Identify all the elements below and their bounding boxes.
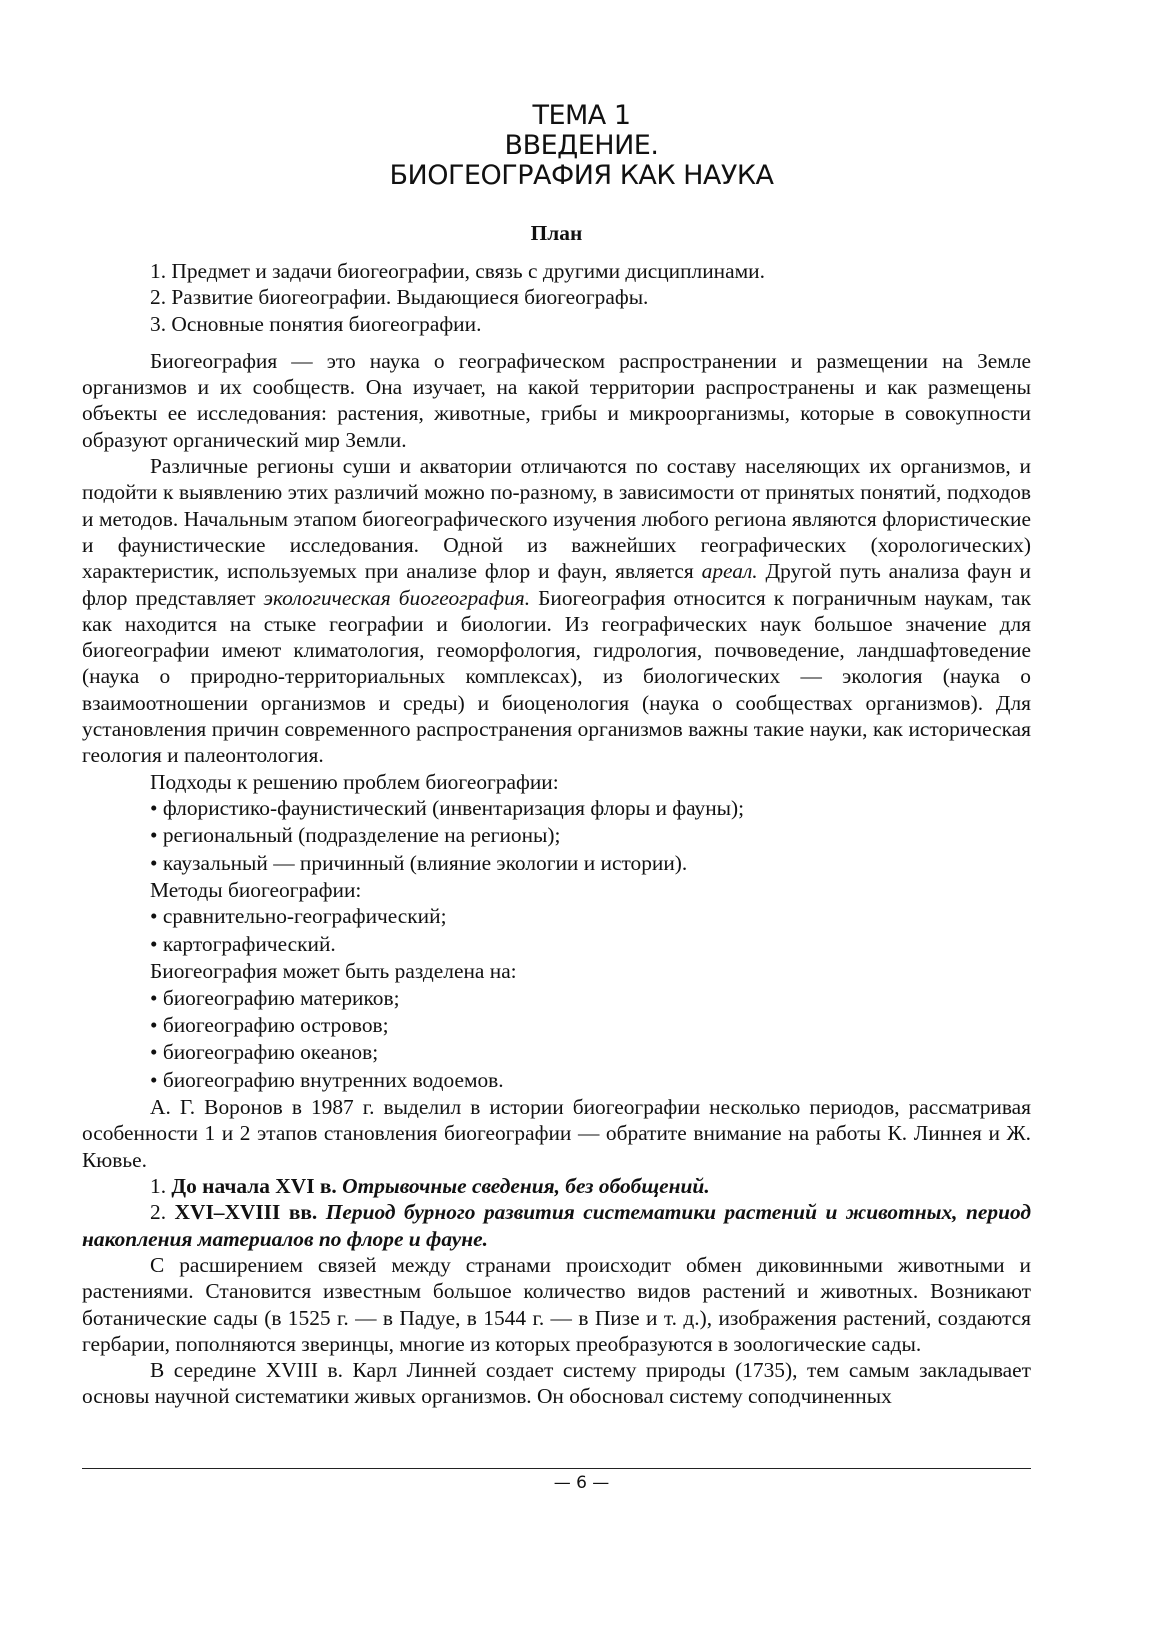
method-item: • картографический. — [82, 931, 1031, 958]
plan-heading: План — [530, 221, 583, 245]
division-item: • биогеографию океанов; — [82, 1039, 1031, 1066]
period-description: Период бурного развития систематики растений и животных, период накопления материалов по флоре и фауне. — [82, 1200, 1031, 1251]
period-dates: До начала XVI в. — [171, 1174, 337, 1199]
plan-item: 3. Основные понятия биогеографии. — [150, 311, 482, 336]
approaches-heading: Подходы к решению проблем биогеографии: — [150, 769, 559, 794]
page-number: — 6 — — [553, 1473, 610, 1493]
paragraph-definition: Биогеография — это наука о географическом распространении и размещении на Земле организмов и их сообществ. Она изучает, на какой территории распространены и как размещены объекты ее исследования: растения, животные, грибы и микроорганизмы, которые в совокупности образуют органический мир Земли. — [82, 348, 1031, 452]
division-item: • биогеографию внутренних водоемов. — [82, 1067, 1031, 1094]
approach-item: • каузальный — причинный (влияние экологии и истории). — [82, 850, 1031, 877]
period-2 — [82, 1199, 1031, 1252]
division-item: • биогеографию островов; — [82, 1012, 1031, 1039]
division-item: • биогеографию материков; — [82, 985, 1031, 1012]
plan-item: 1. Предмет и задачи биогеографии, связь с другими дисциплинами. — [150, 259, 765, 283]
topic-title-line-1: ВВЕДЕНИЕ. — [504, 130, 659, 161]
paragraph-text: Биогеография относится к пограничным наукам, так как находится на стыке географии и биологии. Из географических наук большое значение для биогеографии имеют климатология, геоморфология, гидрология, почвоведение, ландшафтоведение (наука о природно-территориальных комплексах), из биологических — экология (наука о взаимоотношении организмов и среды) и биоценология (наука о сообществах организмов). Для установления причин современного распространения организмов важны такие науки, как историческая геология и палеонтология. — [82, 585, 1031, 768]
topic-number: ТЕМА 1 — [532, 100, 631, 131]
divisions-heading: Биогеография может быть разделена на: — [150, 959, 517, 984]
plan-item: 2. Развитие биогеографии. Выдающиеся биогеографы. — [150, 285, 649, 310]
period-1 — [82, 1173, 1031, 1199]
term-ecological-biogeography: экологическая биогеография. — [263, 585, 531, 610]
paragraph-voronov: А. Г. Воронов в 1987 г. выделил в истории биогеографии несколько периодов, рассматривая особенности 1 и 2 этапов становления биогеографии — обратите внимание на работы К. Линнея и Ж. Кювье. — [82, 1095, 1031, 1172]
paragraph-text: Различные регионы суши и акватории отличаются по составу населяющих их организмов, и подойти к выявлению этих различий можно по-разному, в зависимости от принятых понятий, подходов и методов. Начальным этапом биогеографического изучения любого региона являются флористические и фаунистические исследования. Одной из важнейших географических (хорологических) характеристик, используемых при анализе флор и фаун, является — [82, 454, 1031, 584]
period-dates: XVI–XVIII вв. — [174, 1200, 318, 1225]
paragraph-regions — [82, 453, 1031, 769]
paragraph-exchange: С расширением связей между странами происходит обмен диковинными животными и растениями. Становится известным большое количество видов растений и животных. Возникают ботанические сады (в 1525 г. — в Падуе, в 1544 г. — в Пизе и т. д.), изображения растений, создаются гербарии, пополняются зверинцы, многие из которых преобразуются в зоологические сады. — [82, 1252, 1031, 1356]
paragraph-linnaeus: В середине XVIII в. Карл Линней создает систему природы (1735), тем самым закладывает основы научной систематики живых организмов. Он обосновал систему соподчиненных — [82, 1358, 1031, 1409]
term-areal: ареал. — [701, 559, 758, 584]
main-content — [82, 220, 1031, 1410]
paragraph-text: Другой путь анализа фаун и флор представляет — [82, 559, 1031, 610]
period-number: 1. — [150, 1174, 172, 1199]
period-description: Отрывочные сведения, без обобщений. — [336, 1174, 710, 1199]
approach-item: • флористико-фаунистический (инвентаризация флоры и фауны); — [82, 795, 1031, 822]
period-number: 2. — [150, 1200, 175, 1225]
approach-item: • региональный (подразделение на регионы); — [82, 822, 1031, 849]
methods-heading: Методы биогеографии: — [150, 878, 362, 903]
method-item: • сравнительно-географический; — [82, 903, 1031, 930]
footer-divider — [82, 1468, 1031, 1469]
plan-list — [82, 258, 1031, 337]
topic-title-line-2: БИОГЕОГРАФИЯ КАК НАУКА — [389, 160, 774, 191]
